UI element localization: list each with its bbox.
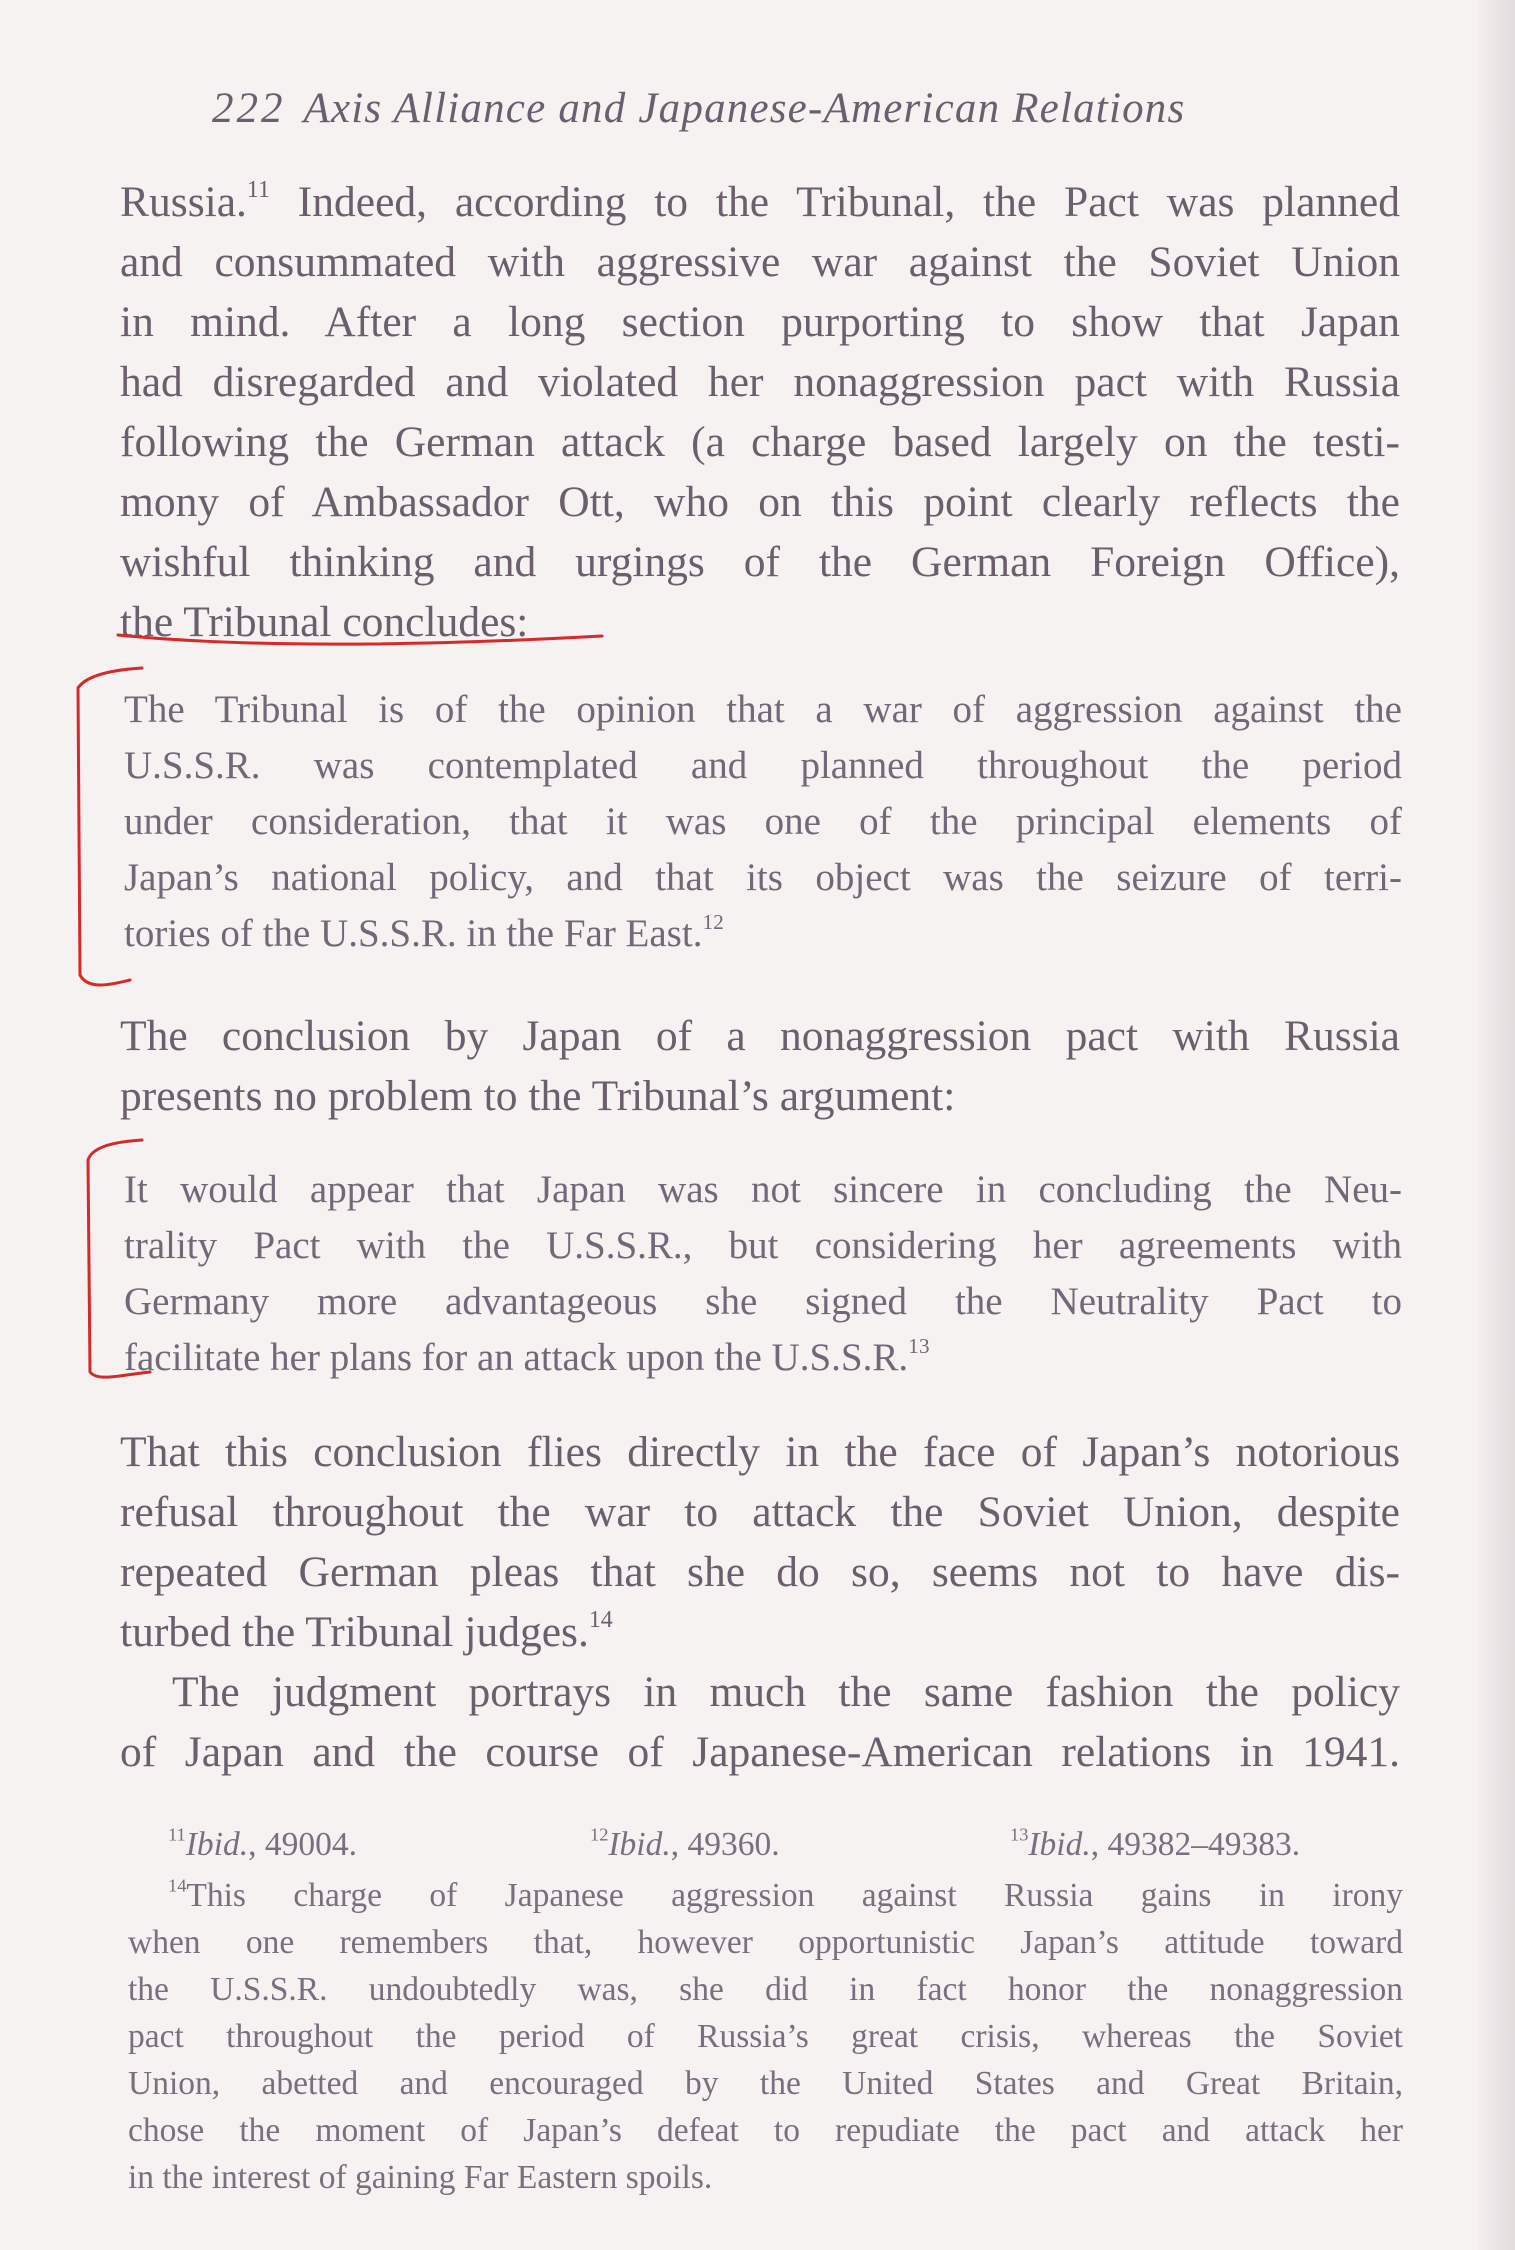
body-line: mony of Ambassador Ott, who on this point clearly reflects the: [120, 478, 1400, 526]
footnote-14-line: Union, abetted and encouraged by the United States and Great Britain,: [128, 2065, 1403, 2102]
body-line-underlined: the Tribunal concludes:: [120, 598, 529, 646]
body-line: refusal throughout the war to attack the Soviet Union, despite: [120, 1488, 1400, 1536]
footnote-13: $^{13}$Ibid., 49382–49383.: [1010, 1824, 1301, 1863]
body-line: in mind. After a long section purporting to show that Japan: [120, 298, 1400, 346]
body-line: repeated German pleas that she do so, seems not to have dis-: [120, 1548, 1400, 1596]
footnote-14-line: chose the moment of Japan’s defeat to repudiate the pact and attack her: [128, 2112, 1403, 2149]
body-line: The judgment portrays in much the same fashion the policy: [172, 1668, 1400, 1716]
quote-line: Germany more advantageous she signed the Neutrality Pact to: [124, 1280, 1402, 1323]
footnote-ref-12: 12: [702, 909, 724, 934]
body-line: and consummated with aggressive war against the Soviet Union: [120, 238, 1400, 286]
body-line: had disregarded and violated her nonaggression pact with Russia: [120, 358, 1400, 406]
underline-mark: [118, 635, 602, 644]
quote-line: tories of the U.S.S.R. in the Far East.$^{12}$: [124, 909, 724, 955]
body-line: presents no problem to the Tribunal’s argument:: [120, 1072, 956, 1120]
quote-line: under consideration, that it was one of the principal elements of: [124, 800, 1402, 843]
footnote-ref-14: 14: [588, 1606, 613, 1633]
quote-line: facilitate her plans for an attack upon the U.S.S.R.$^{13}$: [124, 1333, 930, 1379]
quote-line: It would appear that Japan was not sincere in concluding the Neu-: [124, 1168, 1402, 1211]
page-number: 222: [212, 85, 286, 132]
body-line: of Japan and the course of Japanese-American relations in 1941.: [120, 1728, 1400, 1776]
quote-line: Japan’s national policy, and that its object was the seizure of terri-: [124, 856, 1402, 899]
footnote-14-line: $^{14}$This charge of Japanese aggression against Russia gains in irony: [168, 1875, 1403, 1914]
footnote-ref-13: 13: [908, 1333, 930, 1358]
running-head-title: Axis Alliance and Japanese-American Relations: [303, 85, 1186, 132]
footnote-ref-11: 11: [246, 176, 270, 203]
footnote-12: $^{12}$Ibid., 49360.: [590, 1824, 780, 1863]
body-line: Russia.$^{11}$ Indeed, according to the Tribunal, the Pact was planned: [120, 176, 1400, 226]
footnote-14-line: in the interest of gaining Far Eastern spoils.: [128, 2159, 713, 2196]
quote-line: trality Pact with the U.S.S.R., but considering her agreements with: [124, 1224, 1402, 1267]
body-line: The conclusion by Japan of a nonaggression pact with Russia: [120, 1012, 1400, 1060]
body-line: That this conclusion flies directly in the face of Japan’s notorious: [120, 1428, 1400, 1476]
footnote-14-line: when one remembers that, however opportunistic Japan’s attitude toward: [128, 1924, 1403, 1961]
bracket-mark-quote-1: [78, 668, 142, 985]
body-line: following the German attack (a charge based largely on the testi-: [120, 418, 1400, 466]
body-line: turbed the Tribunal judges.$^{14}$: [120, 1606, 613, 1656]
footnote-14-line: the U.S.S.R. undoubtedly was, she did in fact honor the nonaggression: [128, 1971, 1403, 2008]
body-line: wishful thinking and urgings of the German Foreign Office),: [120, 538, 1400, 586]
quote-line: U.S.S.R. was contemplated and planned throughout the period: [124, 744, 1402, 787]
quote-line: The Tribunal is of the opinion that a war of aggression against the: [124, 688, 1402, 731]
bracket-mark-quote-2: [88, 1140, 150, 1377]
footnote-14-line: pact throughout the period of Russia’s great crisis, whereas the Soviet: [128, 2018, 1403, 2055]
footnote-11: $^{11}$Ibid., 49004.: [168, 1824, 357, 1863]
